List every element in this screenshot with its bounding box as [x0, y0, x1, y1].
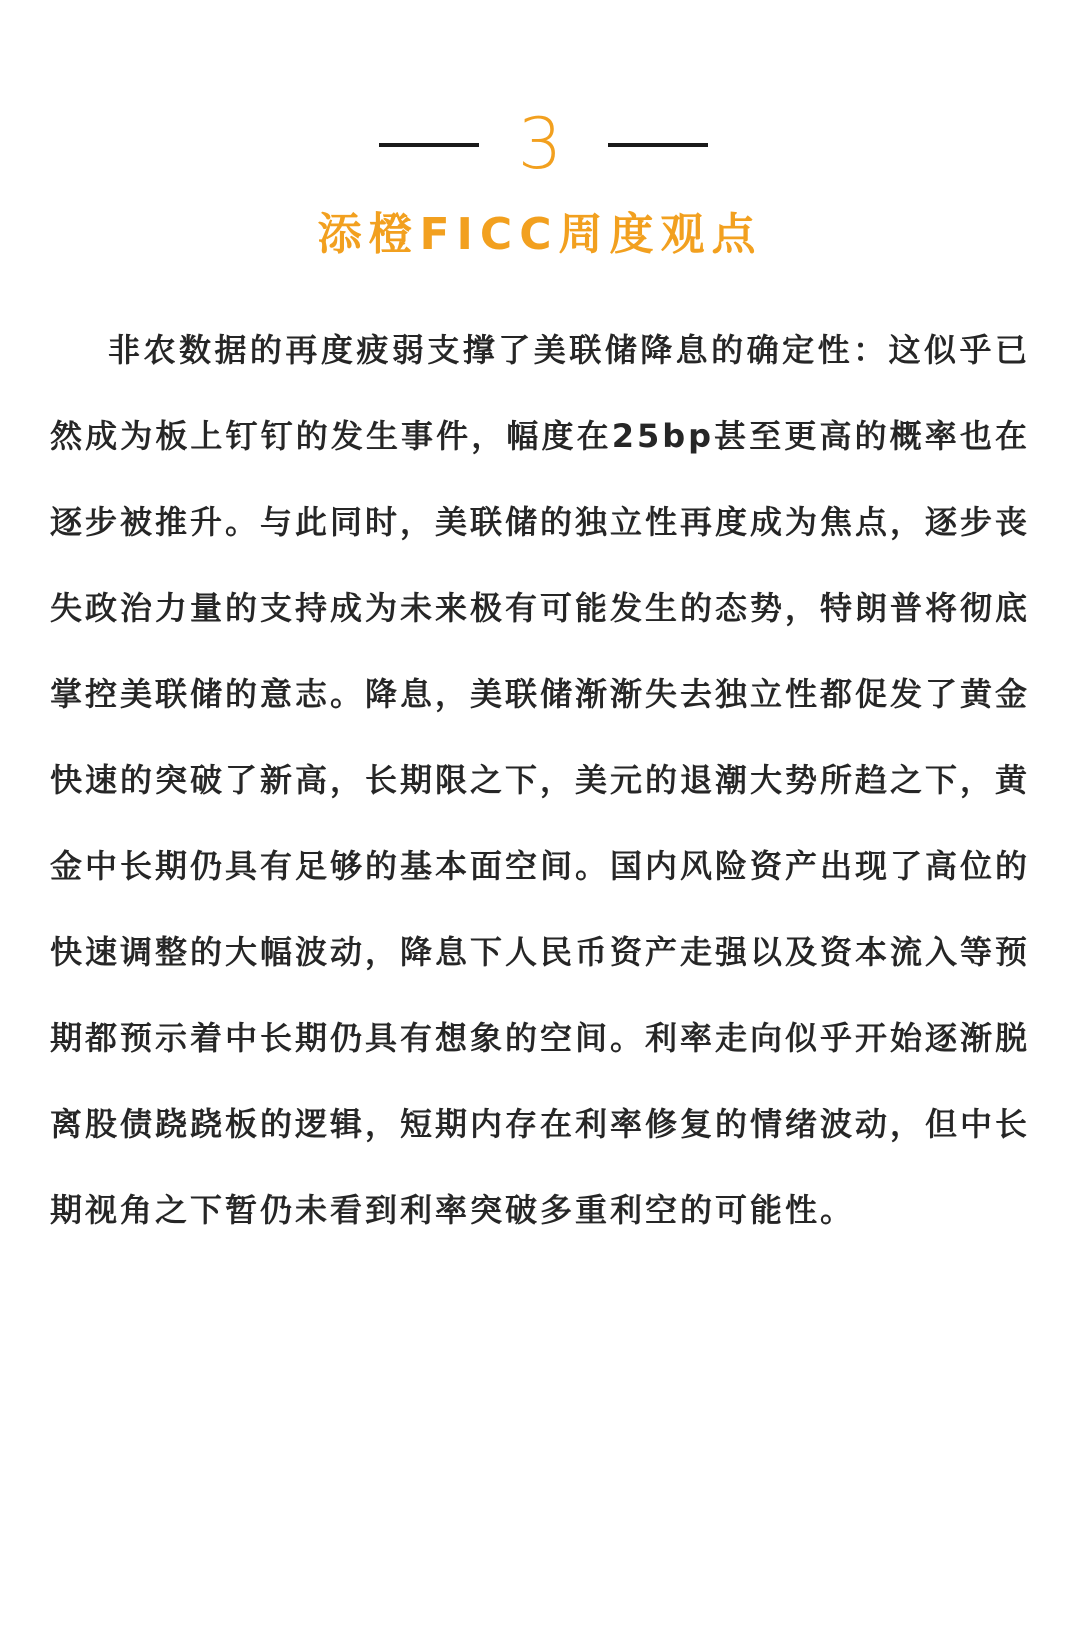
article-paragraph: 非农数据的再度疲弱支撑了美联储降息的确定性：这似乎已然成为板上钉钉的发生事件，幅度在25bp甚至更高的概率也在逐步被推升。与此同时，美联储的独立性再度成为焦点，逐步丧失政治力量的支持成为未来极有可能发生的态势，特朗普将彻底掌控美联储的意志。降息，美联储渐渐失去独立性都促发了黄金快速的突破了新高，长期限之下，美元的退潮大势所趋之下，黄金中长期仍具有足够的基本面空间。国内风险资产出现了高位的快速调整的大幅波动，降息下人民币资产走强以及资本流入等预期都预示着中长期仍具有想象的空间。利率走向似乎开始逐渐脱离股债跷跷板的逻辑，短期内存在利率修复的情绪波动，但中长期视角之下暂仍未看到利率突破多重利空的可能性。	[50, 331, 1031, 1229]
section-title: 添橙FICC周度观点	[317, 209, 763, 260]
right-divider-line	[608, 143, 708, 147]
section-number: 3	[517, 103, 563, 185]
section-header	[0, 104, 1080, 184]
